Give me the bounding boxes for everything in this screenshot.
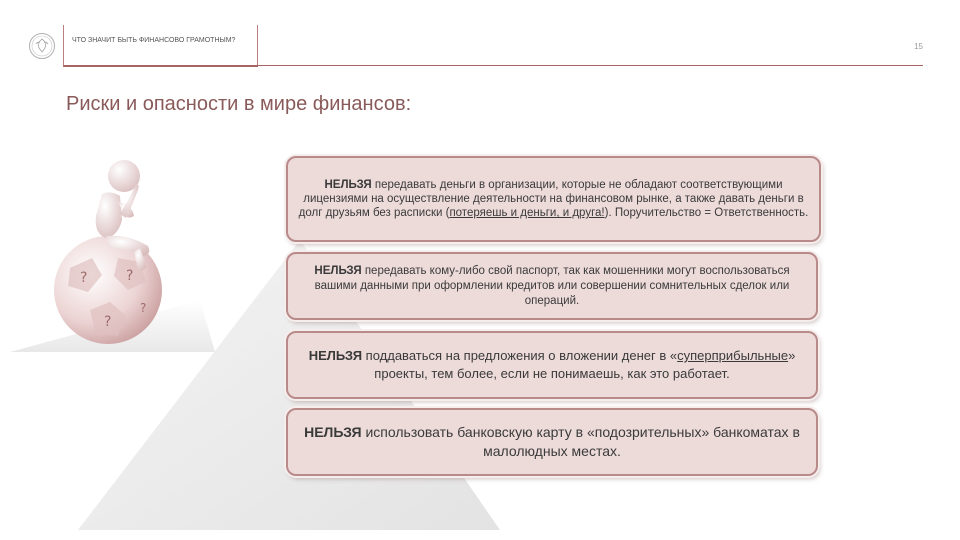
warning-keyword: НЕЛЬЗЯ (308, 348, 363, 363)
svg-text:?: ? (104, 314, 112, 330)
svg-text:?: ? (80, 270, 88, 286)
warning-keyword: НЕЛЬЗЯ (304, 424, 362, 440)
warning-card-1 (286, 156, 821, 242)
warning-keyword: НЕЛЬЗЯ (324, 179, 372, 191)
warning-card-3 (286, 331, 818, 399)
warning-text-end: » проекты, тем более, если не понимаешь, как это работает. (374, 348, 796, 381)
warning-card-text (298, 347, 806, 383)
warning-card-text (298, 178, 809, 220)
warning-text: передавать кому-либо свой паспорт, так как мошенники могут воспользоваться вашими данными при оформлении кредитов или совершении сомнительных сделок или операций. (314, 264, 790, 307)
thinking-figure-on-question-ball-icon (40, 150, 180, 350)
warning-underlined-text: суперприбыльные (677, 348, 789, 363)
warning-text: использовать банковскую карту в «подозрительных» банкоматах в малолюдных местах. (361, 424, 800, 459)
warning-keyword: НЕЛЬЗЯ (314, 264, 362, 277)
warning-card-text (298, 264, 806, 309)
warning-card-text (298, 423, 806, 461)
warning-card-4 (286, 408, 818, 476)
warning-text-end: ). Поручительство = Ответственность. (604, 207, 809, 219)
svg-text:?: ? (126, 268, 134, 284)
header-divider (256, 65, 923, 66)
slide-number: 15 (914, 42, 923, 51)
slide-title: Риски и опасности в мире финансов: (66, 93, 412, 115)
warning-text: поддаваться на предложения о вложении денег в « (362, 348, 678, 363)
warning-text: передавать деньги в организации, которые не обладают соответствующими лицензиями на осуществление деятельности на финансовом рынке, а также давать деньги в долг друзьям без расписки ( (298, 179, 804, 219)
bank-emblem-icon (28, 32, 56, 60)
warning-underlined-text: потеряешь и деньги, и друга! (449, 207, 605, 219)
warning-card-2 (286, 252, 818, 320)
section-header-box (63, 25, 258, 67)
svg-text:?: ? (140, 301, 147, 315)
section-header-title: ЧТО ЗНАЧИТ БЫТЬ ФИНАНСОВО ГРАМОТНЫМ? (72, 37, 236, 44)
